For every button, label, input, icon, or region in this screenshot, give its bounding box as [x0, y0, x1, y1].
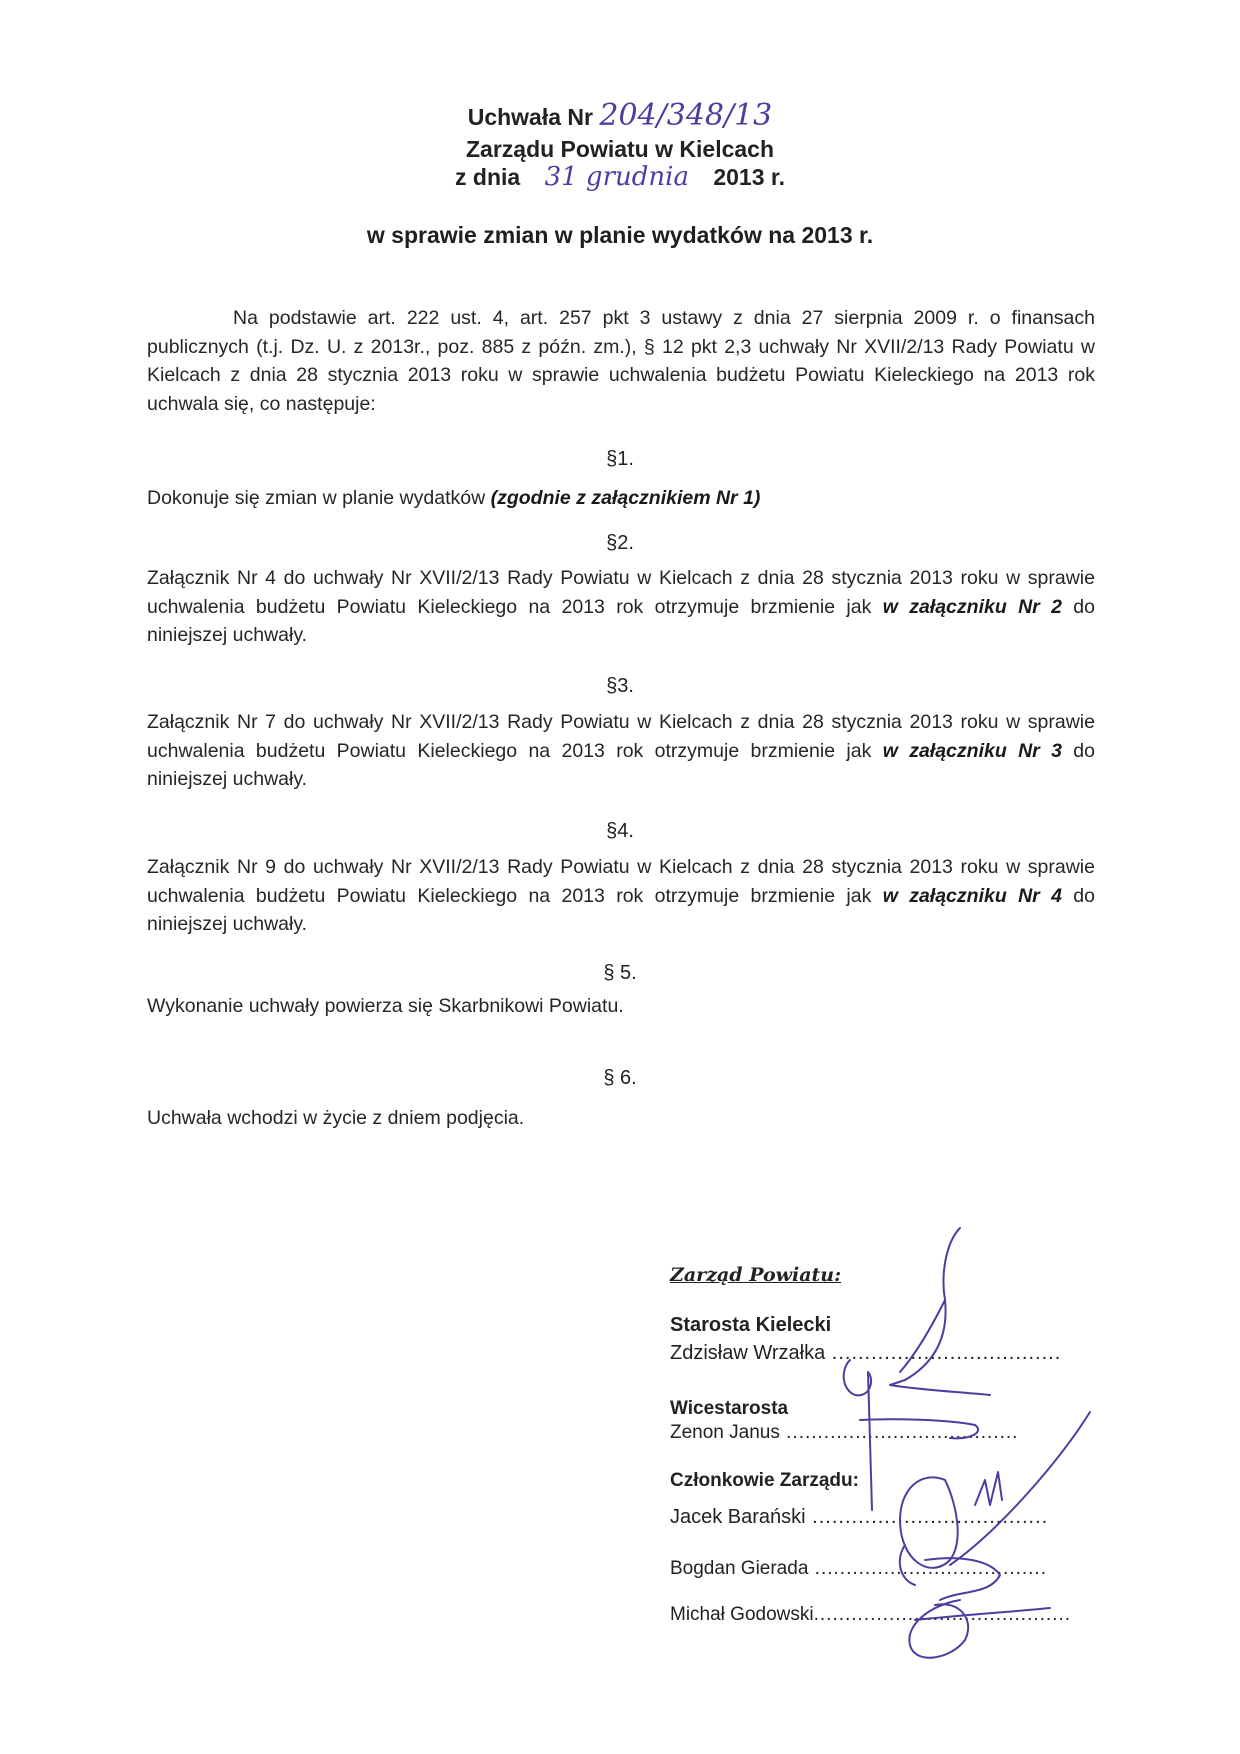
section-1-body: Dokonuje się zmian w planie wydatków	[147, 487, 491, 509]
member-2-name: Bogdan Gierada	[670, 1558, 809, 1579]
signature-starosta	[890, 1228, 990, 1395]
section-3-emphasis: w załączniku Nr 3	[882, 739, 1062, 762]
date-line	[0, 162, 1240, 192]
members-role: Członkowie Zarządu:	[670, 1470, 859, 1491]
section-3-tail: do niniejszej uchwały.	[147, 739, 1095, 790]
section-4-tail: do niniejszej uchwały.	[147, 884, 1095, 935]
section-text-2	[147, 564, 1095, 650]
resolution-number-line	[0, 98, 1240, 133]
section-mark-3: §3.	[606, 675, 634, 697]
section-text-5: Wykonanie uchwały powierza się Skarbnikowi Powiatu.	[147, 995, 624, 1017]
starosta-line: Zdzisław Wrzałka ...................................	[670, 1342, 1062, 1364]
section-mark-2: §2.	[606, 532, 634, 554]
section-4-emphasis: w załączniku Nr 4	[882, 884, 1062, 907]
board-heading	[670, 1264, 841, 1287]
section-mark-6: § 6.	[603, 1067, 637, 1089]
board-heading-text: Zarząd Powiatu:	[670, 1264, 842, 1286]
section-mark-5: § 5.	[603, 962, 637, 984]
date-year: 2013 r.	[713, 164, 785, 190]
starosta-name: Zdzisław Wrzałka	[670, 1342, 826, 1364]
date-label: z dnia	[455, 164, 521, 190]
member-1-line: Jacek Barański ....................................	[670, 1506, 1049, 1528]
member-1-name: Jacek Barański	[670, 1506, 806, 1528]
member-3-line: Michał Godowski.........................................	[670, 1604, 1072, 1625]
member-3-name: Michał Godowski	[670, 1604, 814, 1625]
resolution-number-label: Uchwała Nr	[467, 104, 593, 130]
section-2-emphasis: w załączniku Nr 2	[882, 595, 1062, 618]
date-handwritten: 31 grudnia	[544, 162, 689, 192]
section-mark-4: §4.	[606, 820, 634, 842]
section-text-3	[147, 708, 1095, 794]
section-mark-1: §1.	[606, 448, 634, 470]
issuer-line: Zarządu Powiatu w Kielcach	[465, 136, 775, 162]
section-4-body: Załącznik Nr 9 do uchwały Nr XVII/2/13 Rady Powiatu w Kielcach z dnia 28 stycznia 2013 roku w sprawie uchwalenia budżetu Powiatu Kieleckiego na 2013 rok otrzymuje brzmienie jak	[147, 856, 1095, 907]
document-title: w sprawie zmian w planie wydatków na 2013 r.	[366, 222, 874, 248]
wicestarosta-line: Zenon Janus .....................................	[670, 1422, 1019, 1443]
member-2-line: Bogdan Gierada .....................................	[670, 1558, 1047, 1579]
preamble: Na podstawie art. 222 ust. 4, art. 257 pkt 3 ustawy z dnia 27 sierpnia 2009 r. o finansach publicznych (t.j. Dz. U. z 2013r., poz. 885 z późn. zm.), § 12 pkt 2,3 uchwały Nr XVII/2/13 Rady Powiatu w Kielcach z dnia 28 stycznia 2013 roku w sprawie uchwalenia budżetu Powiatu Kieleckiego na 2013 rok uchwala się, co następuje:	[147, 307, 1095, 415]
wicestarosta-role: Wicestarosta	[670, 1398, 789, 1419]
wicestarosta-name: Zenon Janus	[670, 1422, 780, 1443]
section-text-6: Uchwała wchodzi w życie z dniem podjęcia.	[147, 1107, 525, 1129]
section-1-emphasis: (zgodnie z załącznikiem Nr 1)	[490, 487, 761, 509]
starosta-role: Starosta Kielecki	[670, 1314, 832, 1336]
resolution-number-handwritten: 204/348/13	[599, 98, 773, 133]
section-text-4	[147, 853, 1095, 939]
section-text-1	[147, 484, 1095, 513]
section-2-tail: do niniejszej uchwały.	[147, 595, 1095, 646]
section-2-body: Załącznik Nr 4 do uchwały Nr XVII/2/13 Rady Powiatu w Kielcach z dnia 28 stycznia 2013 roku w sprawie uchwalenia budżetu Powiatu Kieleckiego na 2013 rok otrzymuje brzmienie jak	[147, 567, 1095, 618]
section-3-body: Załącznik Nr 7 do uchwały Nr XVII/2/13 Rady Powiatu w Kielcach z dnia 28 stycznia 2013 roku w sprawie uchwalenia budżetu Powiatu Kieleckiego na 2013 rok otrzymuje brzmienie jak	[147, 711, 1095, 762]
